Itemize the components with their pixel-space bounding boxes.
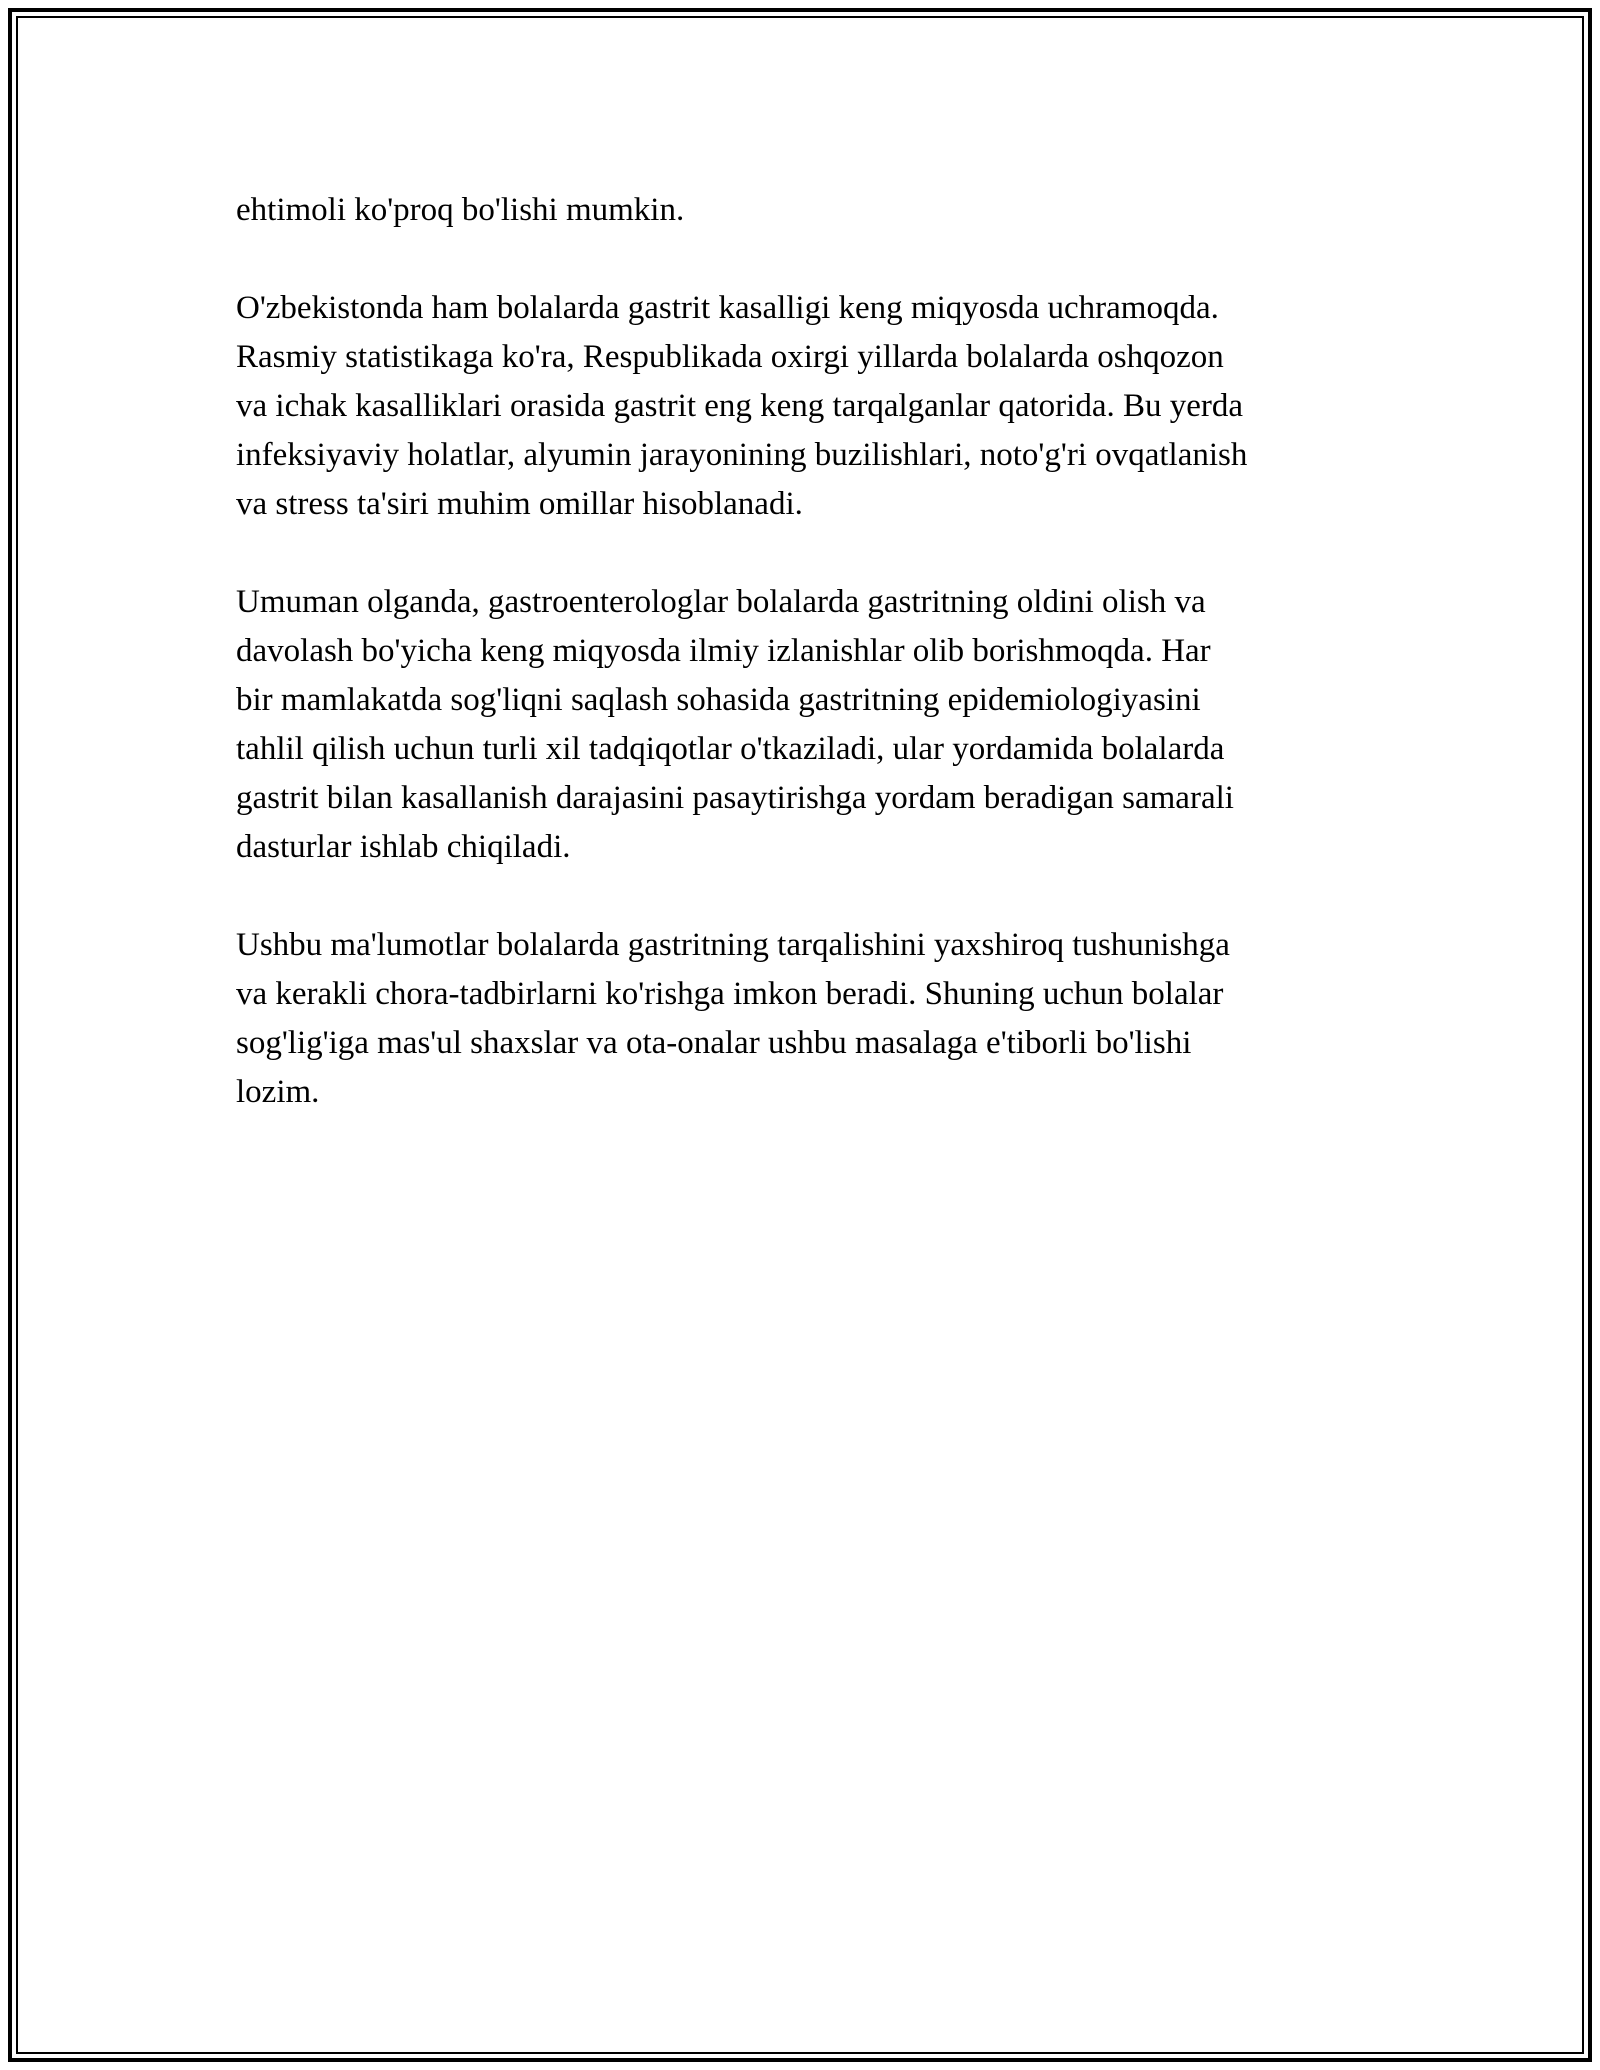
text-line: davolash bo'yicha keng miqyosda ilmiy izlanishlar olib borishmoqda. Har (236, 633, 1211, 669)
paragraph (236, 578, 1386, 872)
text-line: O'zbekistonda ham bolalarda gastrit kasalligi keng miqyosda uchramoqda. (236, 290, 1219, 326)
text-line: Ushbu ma'lumotlar bolalarda gastritning tarqalishini yaxshiroq tushunishga (236, 927, 1230, 963)
text-line: bir mamlakatda sog'liqni saqlash sohasida gastritning epidemiologiyasini (236, 682, 1201, 718)
text-line: va kerakli chora-tadbirlarni ko'rishga imkon beradi. Shuning uchun bolalar (236, 976, 1224, 1012)
text-line: va ichak kasalliklari orasida gastrit eng keng tarqalganlar qatorida. Bu yerda (236, 388, 1244, 424)
text-line: sog'lig'iga mas'ul shaxslar va ota-onalar ushbu masalaga e'tiborli bo'lishi (236, 1025, 1192, 1061)
text-line: ehtimoli ko'proq bo'lishi mumkin. (236, 192, 685, 228)
text-line: infeksiyaviy holatlar, alyumin jarayonining buzilishlari, noto'g'ri ovqatlanish (236, 437, 1248, 473)
text-line: gastrit bilan kasallanish darajasini pasaytirishga yordam beradigan samarali (236, 780, 1234, 816)
document-body (236, 186, 1386, 1166)
paragraph (236, 921, 1386, 1117)
text-line: va stress ta'siri muhim omillar hisoblanadi. (236, 486, 803, 522)
text-line: tahlil qilish uchun turli xil tadqiqotlar o'tkaziladi, ular yordamida bolalarda (236, 731, 1225, 767)
text-line: lozim. (236, 1074, 320, 1110)
text-line: dasturlar ishlab chiqiladi. (236, 829, 571, 865)
text-line: Rasmiy statistikaga ko'ra, Respublikada oxirgi yillarda bolalarda oshqozon (236, 339, 1224, 375)
text-line: Umuman olganda, gastroenterologlar bolalarda gastritning oldini olish va (236, 584, 1206, 620)
paragraph (236, 284, 1386, 529)
paragraph (236, 186, 1386, 235)
